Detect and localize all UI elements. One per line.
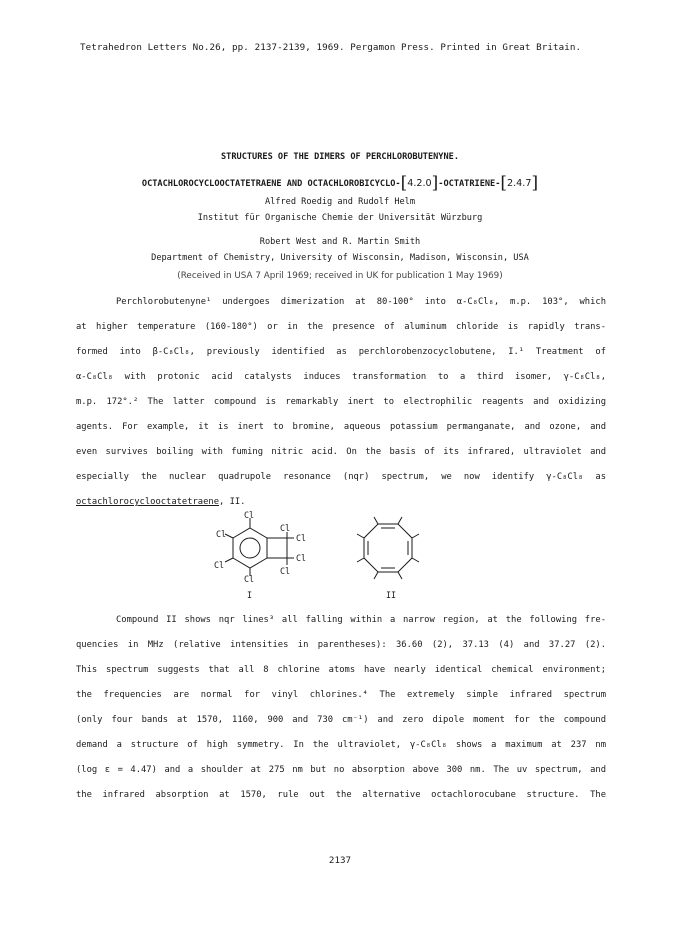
cl-label: Cl (280, 566, 291, 576)
cl-label: Cl (296, 553, 307, 563)
paragraph2-line: This spectrum suggests that all 8 chlorine atoms have nearly identical chemical environment; (76, 665, 606, 675)
article-title-line2 (0, 173, 680, 193)
paragraph1-line: even survives boiling with fuming nitric acid. On the basis of its infrared, ultraviolet and (76, 447, 606, 457)
paragraph1-line: at higher temperature (160-180°) or in the presence of aluminum chloride is rapidly trans- (76, 322, 606, 332)
paragraph2-line: demand a structure of high symmetry. In the ultraviolet, γ-C₈Cl₈ shows a maximum at 237 nm (76, 740, 606, 750)
paragraph1-line: m.p. 172°.² The latter compound is remarkably inert to electrophilic reagents and oxidizing (76, 397, 606, 407)
title-part-a: OCTACHLOROCYCLOOCTATETRAENE AND OCTACHLOROBICYCLO- (141, 179, 401, 189)
paragraph1-line: Perchlorobutenyne¹ undergoes dimerization at 80-100° into α-C₈Cl₈, m.p. 103°, which (116, 297, 606, 307)
aromatic-circle (240, 538, 260, 558)
paragraph2-line: (only four bands at 1570, 1160, 900 and 730 cm⁻¹) and zero dipole moment for the compound (76, 715, 606, 725)
paragraph1-line: agents. For example, it is inert to bromine, aqueous potassium permanganate, and ozone, and (76, 422, 606, 432)
structures-svg (0, 510, 680, 610)
cot-ring (364, 524, 412, 572)
paragraph2-line: Compound II shows nqr lines³ all falling within a narrow region, at the following fre- (116, 615, 606, 625)
paragraph2-line: quencies in MHz (relative intensities in parentheses): 36.60 (2), 37.13 (4) and 37.27 (2). (76, 640, 606, 650)
institution-2: Department of Chemistry, University of Wisconsin, Madison, Wisconsin, USA (151, 253, 529, 263)
paragraph2-line: the frequencies are normal for vinyl chlorines.⁴ The extremely simple infrared spectrum (76, 690, 606, 700)
title-part-b: 4.2.0 (407, 178, 432, 189)
close-bracket-2: ] (531, 173, 539, 193)
structure-II (357, 517, 419, 579)
structures-figure (0, 510, 680, 610)
cyclobutene-ring (267, 538, 287, 558)
structure-I-labels (214, 510, 306, 600)
cl-label: Cl (214, 560, 225, 570)
received-dates: (Received in USA 7 April 1969; received in UK for publication 1 May 1969) (177, 271, 503, 281)
cl-label: Cl (296, 533, 307, 543)
authors-group-1: Alfred Roedig and Rudolf Helm (264, 197, 416, 207)
title-part-d: 2.4.7 (507, 178, 532, 189)
close-bracket-1: ] (431, 173, 439, 193)
page-number: 2137 (328, 855, 352, 866)
title-part-c: -OCTATRIENE- (438, 179, 501, 189)
paragraph2-line: (log ε = 4.47) and a shoulder at 275 nm but no absorption above 300 nm. The uv spectrum, and (76, 765, 606, 775)
structure-I-label: I (247, 590, 253, 600)
article-title-line1: STRUCTURES OF THE DIMERS OF PERCHLOROBUTENYNE. (221, 152, 459, 162)
authors-group-2: Robert West and R. Martin Smith (259, 237, 421, 247)
cl-label: Cl (216, 529, 227, 539)
benzene-ring (233, 528, 267, 568)
paragraph1-line: formed into β-C₈Cl₈, previously identified as perchlorobenzocyclobutene, I.¹ Treatment of (76, 347, 606, 357)
cl-label: Cl (280, 523, 291, 533)
paragraph1-line: especially the nuclear quadrupole resonance (nqr) spectrum, we now identify γ-C₈Cl₈ as (76, 472, 606, 482)
open-bracket-1: [ (400, 173, 408, 193)
compound-name-underlined: octachlorocyclooctatetraene (76, 497, 219, 507)
paragraph1-last-line (76, 497, 606, 507)
paragraph1-line: α-C₈Cl₈ with protonic acid catalysts induces transformation to a third isomer, γ-C₈Cl₈, (76, 372, 606, 382)
open-bracket-2: [ (500, 173, 508, 193)
structure-II-label: II (386, 590, 397, 600)
paragraph1-tail: , II. (219, 497, 246, 507)
paragraph2-line: the infrared absorption at 1570, rule out the alternative octachlorocubane structure. The (76, 790, 606, 800)
cl-label: Cl (244, 510, 255, 520)
cl-label: Cl (244, 574, 255, 584)
institution-1: Institut für Organische Chemie der Universität Würzburg (197, 213, 483, 223)
journal-header: Tetrahedron Letters No.26, pp. 2137-2139, 1969. Pergamon Press. Printed in Great Britain. (80, 42, 582, 53)
